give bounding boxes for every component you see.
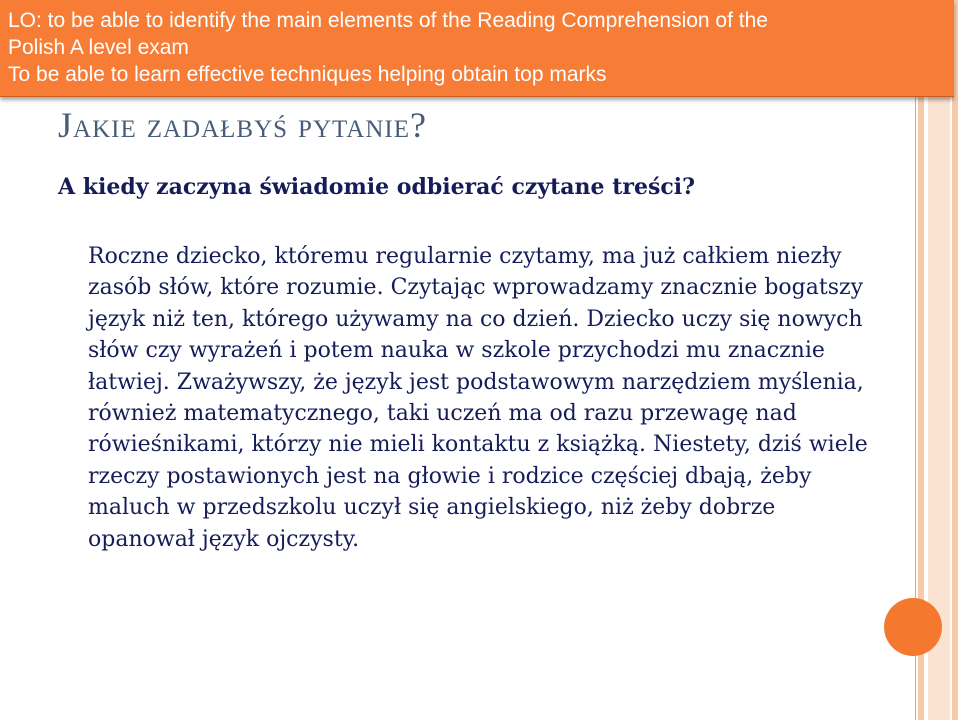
question-text: A kiedy zaczyna świadomie odbierać czytane treści? [58,174,695,200]
learning-objective-line: To be able to learn effective techniques helping obtain top marks [8,63,607,86]
learning-objective-line: Polish A level exam [8,36,189,59]
slide-title: Jakie zadałbyś pytanie? [58,105,427,145]
learning-objective-banner [0,0,954,97]
decorative-stripe [952,0,958,720]
learning-objective-line: LO: to be able to identify the main elements of the Reading Comprehension of the [8,9,768,32]
decorative-circle [884,598,942,656]
body-paragraph: Roczne dziecko, któremu regularnie czytamy, ma już całkiem niezły zasób słów, które rozumie. Czytając wprowadzamy znacznie bogatszy język niż ten, którego używamy na co dzień. Dziecko uczy się nowych słów czy wyrażeń i potem nauka w szkole przychodzi mu znacznie łatwiej. Zważywszy, że język jest podstawowym narzędziem myślenia, również matematycznego, taki uczeń ma od razu przewagę nad rówieśnikami, którzy nie mieli kontaktu z książką. Niestety, dziś wiele rzeczy postawionych jest na głowie i rodzice częściej dbają, żeby maluch w przedszkolu uczył się angielskiego, niż żeby dobrze opanował język ojczysty. [88,244,868,552]
